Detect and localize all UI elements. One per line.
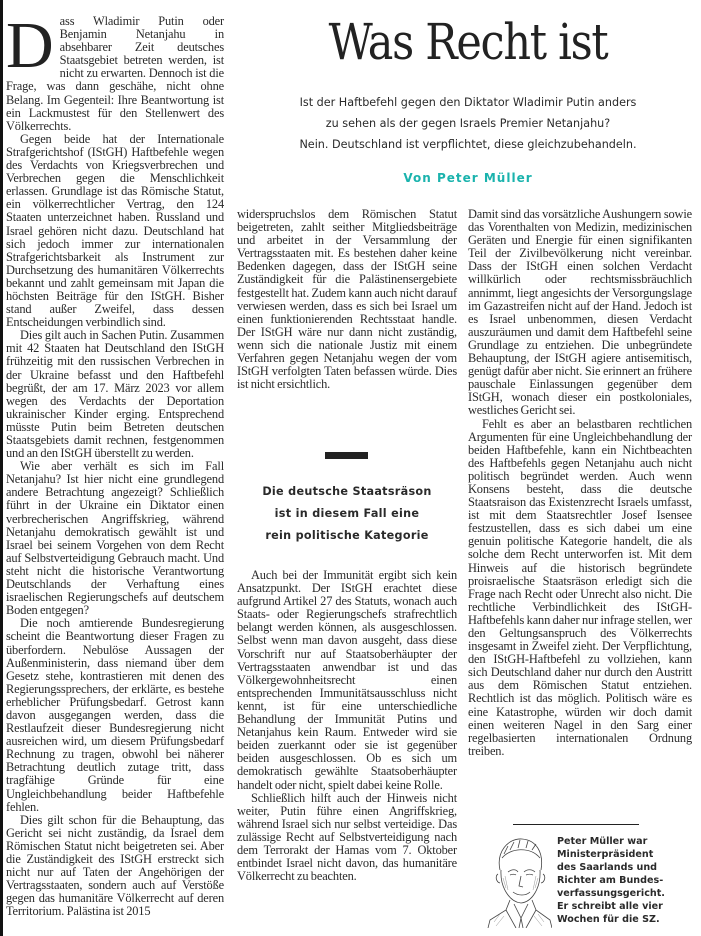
pull-quote-separator — [325, 452, 368, 459]
author-bio-line: Wochen für die SZ. — [557, 914, 660, 925]
author-bio-line: Peter Müller war — [557, 836, 648, 847]
paragraph: widerspruchslos dem Römischen Statut beigetreten, zahlt seither Mitgliedsbeiträge und arbeitet in der Versammlung der Vertragsstaaten mit. Es bestehen daher keine Bedenken dagegen, dass der IStGH seine Zuständigkeit für die Palästinensergebiete festgestellt hat. Zudem kann auch nicht darauf verwiesen werden, dass es sich bei Israel um einen funktionierenden Rechtsstaat handle. Der IStGH wäre nur dann nicht zuständig, wenn sich die nationale Justiz mit einem Verfahren gegen Netanjahu wegen der vom IStGH verfolgten Taten befassen würde. Dies ist nicht ersichtlich. — [237, 207, 457, 392]
paragraph: Damit sind das vorsätzliche Aushungern sowie das Vorenthalten von Medizin, medizinischen Geräten und Energie für einen signifikanten Teil der Zivilbevölkerung nicht vereinbar. Dass der IStGH einen solchen Verdacht willkürlich oder rechtsmissbräuchlich annimmt, liegt angesichts der Versorgungslage im Gazastreifen nicht auf der Hand. Jedoch ist es Israel unbenommen, diesen Verdacht auszuräumen und damit dem Haftbefehl seine Grundlage zu entziehen. Die unbegründete Behauptung, der IStGH agiere antisemitisch, genügt dafür aber nicht. Sie erinnert an frühere pauschale Einlassungen gegenüber dem IStGH, wonach dieser ein postkoloniales, westliches Gericht sei. — [468, 207, 692, 418]
deck-line: zu sehen als der gegen Israels Premier Netanjahu? — [325, 117, 611, 130]
paragraph: ass Wladimir Putin oder Benjamin Netanjahu in absehbarer Zeit deutsches Staatsgebiet betreten werden, ist nicht zu erwarten. Dennoch ist die Frage, was dann geschähe, nicht ohne Belang. Im Gegenteil: Ihre Beantwortung ist ein Lackmustest für den Stellenwert des Völkerrechts. — [6, 14, 224, 133]
author-portrait-icon — [486, 832, 552, 928]
paragraph: Auch bei der Immunität ergibt sich kein Ansatzpunkt. Der IStGH erachtet diese aufgrund Artikel 27 des Statuts, wonach auch Staats- oder Regierungschefs strafrechtlich belangt werden können, als ausgeschlossen. Selbst wenn man davon ausgeht, dass diese Vorschrift nur auf Staatsoberhäupter der Vertragsstaaten anwendbar ist und das Völkergewohnheitsrecht einen entsprechenden Immunitätsausschluss nicht kennt, ist für eine unterschiedliche Behandlung der Immunität Putins und Netanjahus kein Raum. Entweder wird sie beiden zuerkannt oder sie ist gegenüber beiden ausgeschlossen. Ob es sich um demokratisch gewählte Staatsoberhäupter handelt oder nicht, spielt dabei keine Rolle. — [237, 568, 457, 792]
author-bio-line: verfassungsgericht. — [557, 888, 665, 899]
paragraph: Wie aber verhält es sich im Fall Netanjahu? Ist hier nicht eine grundlegend andere Betrachtung angezeigt? Schließlich führt in der Ukraine ein Diktator einen verbrecherischen Angriffskrieg, während Netanjahu demokratisch gewählt ist und Israel bei seinem Vorgehen von dem Recht auf Selbstverteidigung Gebrauch macht. Und steht nicht die historische Verantwortung Deutschlands der Verhaftung eines israelischen Regierungschefs auf deutschem Boden entgegen? — [6, 459, 224, 618]
pull-quote-line: rein politische Kategorie — [265, 529, 429, 542]
pull-quote-line: Die deutsche Staatsräson — [262, 485, 432, 498]
paragraph: Gegen beide hat der Internationale Strafgerichtshof (IStGH) Haftbefehle wegen des Verdachts von Kriegsverbrechen und Verbrechen gegen die Menschlichkeit erlassen. Grundlage ist das Römische Statut, ein völkerrechtlicher Vertrag, den 124 Staaten unterzeichnet haben. Russland und Israel gehören nicht dazu. Deutschland hat sich jedoch immer zur internationalen Strafgerichtsbarkeit als Instrument zur Durchsetzung des humanitären Völkerrechts bekannt und zahlt gemeinsam mit Japan die höchsten Beiträge für den IStGH. Bisher stand außer Zweifel, dass dessen Entscheidungen verbindlich sind. — [6, 131, 224, 330]
page-edge-bar — [0, 0, 3, 936]
drop-cap: D — [6, 9, 54, 82]
pull-quote-line: ist in diesem Fall eine — [274, 507, 420, 520]
paragraph: Dies gilt auch in Sachen Putin. Zusammen mit 42 Staaten hat Deutschland den IStGH frühzeitig mit den russischen Verbrechen in der Ukraine befasst und den Haftbefehl begrüßt, der am 17. März 2023 vor allem wegen des Verdachts der Deportation ukrainischer Kinder erging. Entsprechend müsste Putin beim Betreten deutschen Staatsgebiets damit rechnen, festgenommen und an den IStGH überstellt zu werden. — [6, 328, 224, 461]
deck — [235, 92, 701, 155]
article-column-3 — [468, 208, 692, 758]
article-column-2-top — [237, 208, 457, 391]
author-bio-line: Er schreibt alle vier — [557, 901, 663, 912]
author-bio — [557, 835, 697, 926]
pull-quote — [237, 481, 457, 547]
deck-line: Nein. Deutschland ist verpflichtet, diese gleichzubehandeln. — [299, 138, 637, 151]
deck-line: Ist der Haftbefehl gegen den Diktator Wladimir Putin anders — [299, 96, 637, 109]
author-bio-line: Ministerpräsident — [557, 849, 654, 860]
headline: Was Recht ist — [328, 13, 608, 71]
paragraph: Schließlich hilft auch der Hinweis nicht weiter, Putin führe einen Angriffskrieg, während Israel sich nur selbst verteidige. Das zulässige Recht auf Selbstverteidigung nach dem Terrorakt der Hamas vom 7. Oktober entbindet Israel nicht davon, das humanitäre Völkerrecht zu beachten. — [237, 790, 457, 884]
paragraph: Dies gilt schon für die Behauptung, das Gericht sei nicht zuständig, da Israel dem Römischen Statut nicht beigetreten sei. Aber die Zuständigkeit des IStGH erstreckt sich nicht nur auf Taten der Angehörigen der Vertragsstaaten, sondern auch auf Verstöße gegen das humanitäre Völkerrecht auf deren Territorium. Palästina ist 2015 — [6, 812, 224, 919]
author-bio-line: des Saarlands und — [557, 862, 658, 873]
author-bio-line: Richter am Bundes- — [557, 875, 664, 886]
paragraph: Fehlt es aber an belastbaren rechtlichen Argumenten für eine Ungleichbehandlung der beiden Haftbefehle, kann ein Nichtbeachten des Haftbefehls gegen Netanjahu auch nicht politisch begründet werden. Auch wenn Konsens besteht, dass die deutsche Staatsraison das Existenzrecht Israels umfasst, ist mit dem Staatsrechtler Josef Isensee festzustellen, dass es sich dabei um eine genuin politische Kategorie handelt, die als solche dem Recht unterworfen ist. Mit dem Hinweis auf die historisch begründete proisraelische Staatsräson erledigt sich die Frage nach Recht oder Unrecht also nicht. Die rechtliche Verbindlichkeit des IStGH-Haftbefehls kann daher nur infrage stellen, wer den Geltungsanspruch des Völkerrechts insgesamt in Zweifel zieht. Der Verpflichtung, den IStGH-Haftbefehl zu vollziehen, kann sich Deutschland daher nur durch den Austritt aus dem Römischen Statut entziehen. Rechtlich ist das möglich. Politisch wäre es eine Katastrophe, würden wir doch damit einen weiteren Nagel in den Sarg einer regelbasierten internationalen Ordnung treiben. — [468, 416, 692, 758]
bio-divider — [513, 824, 639, 825]
article-column-1 — [6, 9, 224, 919]
article-column-2-bottom — [237, 569, 457, 883]
paragraph: Die noch amtierende Bundesregierung scheint die Beantwortung dieser Fragen zu überfordern. Nebulöse Aussagen der Außenministerin, dass niemand über dem Gesetz stehe, kontrastieren mit denen des Regierungssprechers, der erklärte, es bestehe erheblicher Prüfungsbedarf. Getrost kann davon ausgegangen werden, dass die Restlaufzeit dieser Bundesregierung nicht ausreichen wird, um diesem Prüfungsbedarf Rechnung zu tragen, obwohl bei näherer Betrachtung deutlich zutage tritt, dass tragfähige Gründe für eine Ungleichbehandlung beider Haftbefehle fehlen. — [6, 616, 224, 814]
byline: Von Peter Müller — [403, 171, 533, 185]
